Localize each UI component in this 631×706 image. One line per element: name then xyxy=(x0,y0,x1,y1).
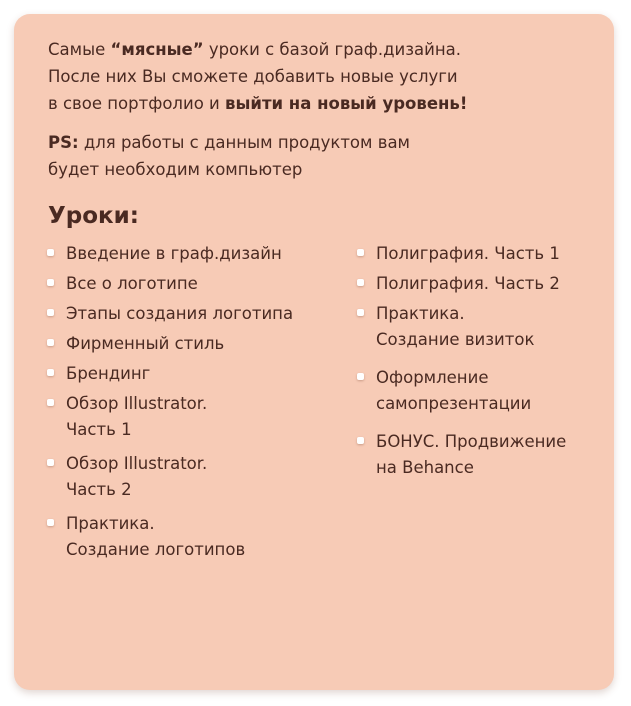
lessons-list-left xyxy=(46,241,346,571)
lesson-item-text: Обзор Illustrator. xyxy=(66,454,208,473)
lesson-item xyxy=(356,429,606,481)
intro-line-2: После них Вы сможете добавить новые услуги xyxy=(48,67,458,86)
lesson-item xyxy=(356,365,606,417)
lessons-title: Уроки: xyxy=(48,203,139,229)
intro-text xyxy=(48,36,593,117)
bullet-icon xyxy=(47,459,54,466)
lesson-item xyxy=(46,301,346,327)
lesson-item xyxy=(46,331,346,357)
intro-line-1: Самые “мясные” уроки с базой граф.дизайна. xyxy=(48,40,462,59)
lesson-item-text: Создание визиток xyxy=(376,330,535,349)
bullet-icon xyxy=(47,519,54,526)
course-card xyxy=(14,14,614,690)
bullet-icon xyxy=(357,373,364,380)
lesson-item xyxy=(356,301,606,353)
lesson-item-text: самопрезентации xyxy=(376,394,532,413)
lesson-item-text: Часть 2 xyxy=(66,480,132,499)
bullet-icon xyxy=(357,249,364,256)
lesson-item-text: Практика. xyxy=(66,514,155,533)
bullet-icon xyxy=(47,339,54,346)
lesson-item xyxy=(46,451,346,503)
bullet-icon xyxy=(47,249,54,256)
lesson-item-text: Все о логотипе xyxy=(66,274,198,293)
lesson-item xyxy=(356,271,606,297)
lesson-item xyxy=(46,511,346,563)
lesson-item-text: Этапы создания логотипа xyxy=(66,304,294,323)
lesson-item xyxy=(46,391,346,443)
lesson-item xyxy=(356,241,606,267)
lesson-item-text: Практика. xyxy=(376,304,465,323)
lesson-item-text: Введение в граф.дизайн xyxy=(66,244,282,263)
ps-note: PS: для работы с данным продуктом вам будет необходим компьютер xyxy=(48,133,410,179)
lesson-item-text: Оформление xyxy=(376,368,489,387)
lesson-item-text: Обзор Illustrator. xyxy=(66,394,208,413)
bullet-icon xyxy=(357,279,364,286)
bullet-icon xyxy=(47,369,54,376)
lesson-item xyxy=(46,271,346,297)
lesson-item xyxy=(46,361,346,387)
lesson-item-text: Полиграфия. Часть 1 xyxy=(376,244,560,263)
lessons-list-right xyxy=(356,241,606,493)
lesson-item-text: Брендинг xyxy=(66,364,151,383)
lesson-item xyxy=(46,241,346,267)
lesson-item-text: на Behance xyxy=(376,458,474,477)
bullet-icon xyxy=(357,309,364,316)
lesson-item-text: Часть 1 xyxy=(66,420,132,439)
lesson-item-text: Создание логотипов xyxy=(66,540,246,559)
bullet-icon xyxy=(357,437,364,444)
bullet-icon xyxy=(47,279,54,286)
lesson-item-text: БОНУС. Продвижение xyxy=(376,432,567,451)
bullet-icon xyxy=(47,309,54,316)
ps-label: PS: xyxy=(48,133,79,152)
bullet-icon xyxy=(47,399,54,406)
lesson-item-text: Полиграфия. Часть 2 xyxy=(376,274,560,293)
intro-line-3: в свое портфолио и выйти на новый уровень! xyxy=(48,94,468,113)
lesson-item-text: Фирменный стиль xyxy=(66,334,225,353)
